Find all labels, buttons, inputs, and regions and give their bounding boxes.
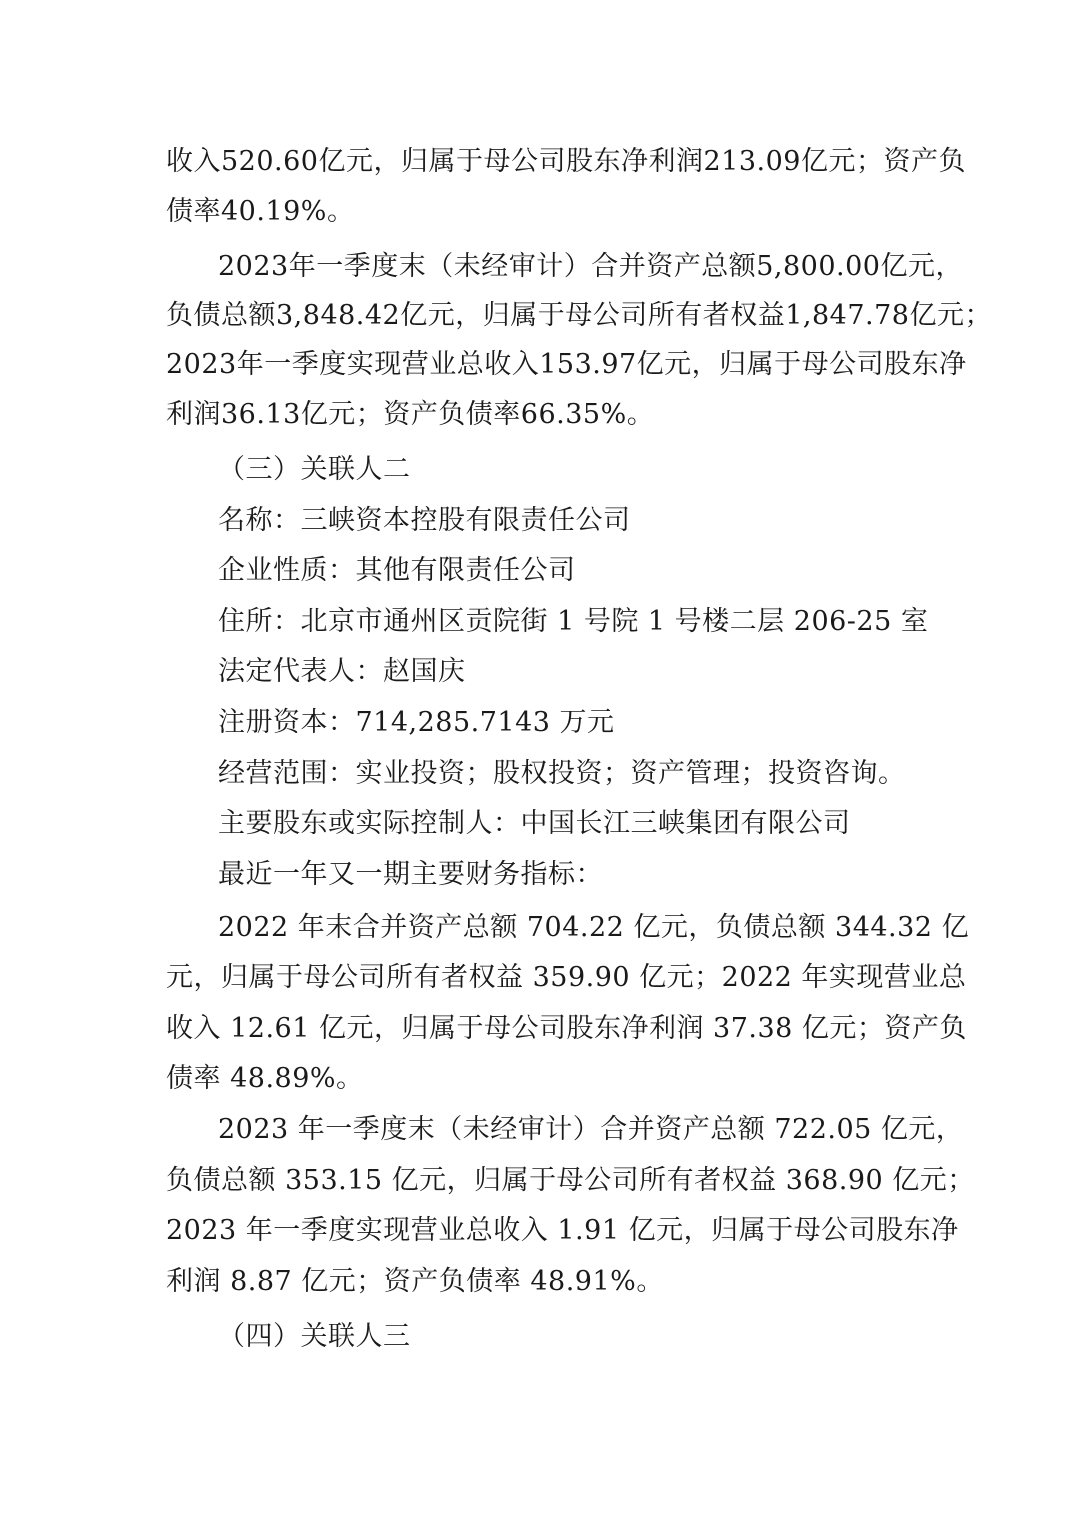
section-heading: （三）关联人二	[218, 454, 411, 485]
paragraph-line: 2023年一季度末（未经审计）合并资产总额5,800.00亿元，	[218, 251, 963, 282]
paragraph-line: 2023 年一季度实现营业总收入 1.91 亿元，归属于母公司股东净	[166, 1215, 959, 1246]
info-line-address: 住所：北京市通州区贡院街 1 号院 1 号楼二层 206-25 室	[218, 606, 929, 637]
section-heading: （四）关联人三	[218, 1321, 411, 1352]
paragraph-line: 利润 8.87 亿元；资产负债率 48.91%。	[166, 1266, 664, 1297]
info-line-capital: 注册资本：714,285.7143 万元	[218, 707, 615, 738]
paragraph-line: 债率 48.89%。	[166, 1063, 364, 1094]
paragraph-line: 负债总额 353.15 亿元，归属于母公司所有者权益 368.90 亿元；	[166, 1165, 975, 1196]
info-line-scope: 经营范围：实业投资；股权投资；资产管理；投资咨询。	[218, 758, 906, 789]
info-line-nature: 企业性质：其他有限责任公司	[218, 555, 576, 586]
paragraph-line: 2023年一季度实现营业总收入153.97亿元，归属于母公司股东净	[166, 349, 967, 380]
paragraph-line: 2022 年末合并资产总额 704.22 亿元，负债总额 344.32 亿	[218, 912, 970, 943]
paragraph-line: 2023 年一季度末（未经审计）合并资产总额 722.05 亿元，	[218, 1114, 964, 1145]
paragraph-line: 利润36.13亿元；资产负债率66.35%。	[166, 399, 655, 430]
paragraph-line: 收入 12.61 亿元，归属于母公司股东净利润 37.38 亿元；资产负	[166, 1013, 967, 1044]
info-line-legal-rep: 法定代表人：赵国庆	[218, 656, 466, 687]
info-line-name: 名称：三峡资本控股有限责任公司	[218, 505, 631, 536]
paragraph-line: 负债总额3,848.42亿元，归属于母公司所有者权益1,847.78亿元；	[166, 300, 992, 331]
info-line-financials-title: 最近一年又一期主要财务指标：	[218, 859, 603, 890]
paragraph-line: 收入520.60亿元，归属于母公司股东净利润213.09亿元；资产负	[166, 146, 966, 177]
paragraph-line: 元，归属于母公司所有者权益 359.90 亿元；2022 年实现营业总	[166, 962, 967, 993]
paragraph-line: 债率40.19%。	[166, 196, 355, 227]
info-line-shareholder: 主要股东或实际控制人：中国长江三峡集团有限公司	[218, 808, 851, 839]
